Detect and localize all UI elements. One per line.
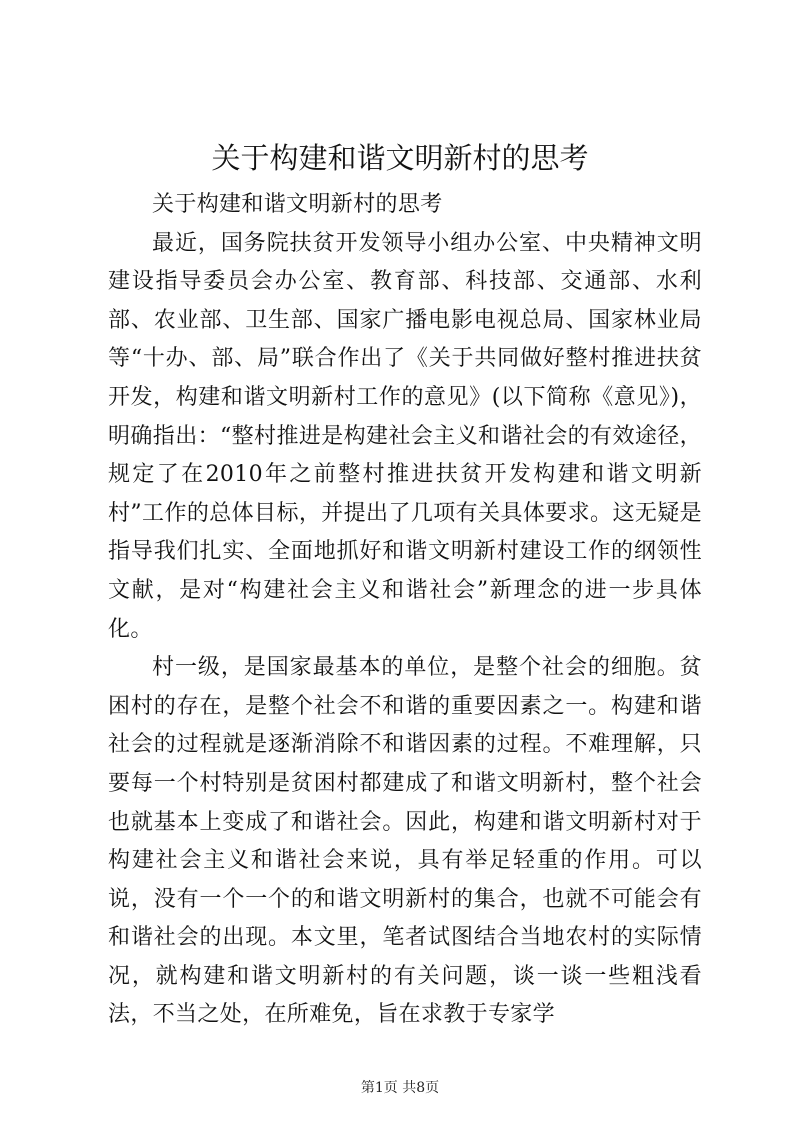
page-footer: 第1页 共8页 <box>360 1080 440 1096</box>
document-title: 关于构建和谐文明新村的思考 <box>211 141 589 175</box>
paragraph-1: 最近，国务院扶贫开发领导小组办公室、中央精神文明建设指导委员会办公室、教育部、科技部、交通部、水利部、农业部、卫生部、国家广播电影电视总局、国家林业局等“十办、部、局”联合作出了《关于共同做好整村推进扶贫开发，构建和谐文明新村工作的意见》(以下简称《意见》)，明确指出：“整村推进是构建社会主义和谐社会的有效途径，规定了在2010年之前整村推进扶贫开发构建和谐文明新村”工作的总体目标，并提出了几项有关具体要求。这无疑是指导我们扎实、全面地抓好和谐文明新村建设工作的纲领性文献，是对“构建社会主义和谐社会”新理念的进一步具体化。 <box>108 230 702 642</box>
paragraph-subtitle: 关于构建和谐文明新村的思考 <box>152 192 443 217</box>
document-body <box>108 186 702 1035</box>
paragraph-2: 村一级，是国家最基本的单位，是整个社会的细胞。贫困村的存在，是整个社会不和谐的重要因素之一。构建和谐社会的过程就是逐渐消除不和谐因素的过程。不难理解，只要每一个村特别是贫困村都建成了和谐文明新村，整个社会也就基本上变成了和谐社会。因此，构建和谐文明新村对于构建社会主义和谐社会来说，具有举足轻重的作用。可以说，没有一个一个的和谐文明新村的集合，也就不可能会有和谐社会的出现。本文里，笔者试图结合当地农村的实际情况，就构建和谐文明新村的有关问题，谈一谈一些粗浅看法，不当之处，在所难免，旨在求教于专家学 <box>108 655 702 1028</box>
